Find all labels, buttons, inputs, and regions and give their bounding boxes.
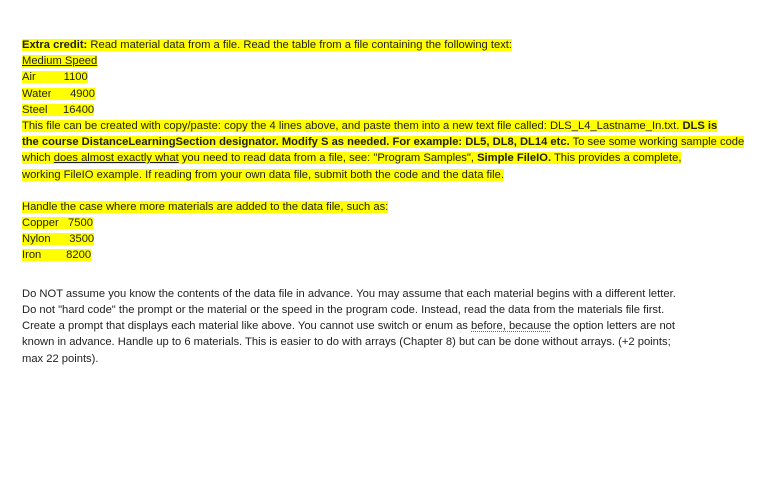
para1-text: which [22,152,54,165]
material-name: Air [22,71,36,84]
material-speed: 3500 [69,233,95,246]
para1-text: This file can be created with copy/paste: copy the 4 lines above, and paste them into a new text file called: DLS_L4_Lastname_In.txt. [22,119,683,132]
para1-line [22,134,750,150]
material-name: Water [22,87,52,100]
para2-text: the option letters are not [551,320,676,333]
para1-text: working FileIO example. If reading from your own data file, submit both the code and the data file. [22,168,504,181]
material-speed: 16400 [63,103,95,116]
material-name: Nylon [22,233,51,246]
material-speed: 8200 [66,249,92,262]
para1-bold: DLS is [682,119,718,132]
table1-row [22,69,750,85]
para1-line [22,167,750,183]
para1-text: To see some working sample code [569,136,745,149]
para1-bold: Simple FileIO. [477,152,552,165]
table2-row [22,247,750,263]
para2-line [22,318,750,334]
extra-credit-label: Extra credit: [22,39,88,51]
table1-header [22,53,750,69]
handle-case-line [22,199,750,215]
para2-line [22,286,750,302]
para2-text: Do NOT assume you know the contents of the data file in advance. You may assume that each material begins with a different letter. [22,287,676,300]
material-name: Iron [22,249,42,262]
para2-line [22,302,750,318]
para1-underlined: does almost exactly what [53,152,179,165]
para2-text: known in advance. Handle up to 6 materials. This is easier to do with arrays (Chapter 8) but can be done without arrays. (+2 points; [22,336,671,349]
material-name: Copper [22,217,59,230]
table2-row [22,231,750,247]
table1-row [22,86,750,102]
document-body [22,37,750,367]
grammar-flag-text: before, because [471,320,552,333]
para1-line [22,150,750,166]
para2-text: Do not "hard code" the prompt or the material or the speed in the program code. Instead, read the data from the materials file first. [22,304,665,316]
material-speed: 4900 [70,87,95,100]
para2-text: Create a prompt that displays each material like above. You cannot use switch or enum as [22,320,471,333]
extra-credit-line [22,37,750,53]
para2-line [22,334,750,350]
handle-case-text: Handle the case where more materials are added to the data file, such as: [22,200,389,213]
material-name: Steel [22,103,48,116]
header-medium: Medium [22,55,62,68]
para2-text: max 22 points). [22,352,99,365]
table2-row [22,215,750,231]
para2-line [22,351,750,367]
para1-text: you need to read data from a file, see: "Program Samples", [178,152,478,165]
header-speed: Speed [64,55,98,68]
material-speed: 7500 [68,217,93,230]
extra-credit-intro: Read material data from a file. Read the table from a file containing the following text: [87,39,513,51]
table1-row [22,102,750,118]
para1-text: This provides a complete, [551,152,682,165]
para1-line [22,118,750,134]
para1-bold: the course DistanceLearningSection designator. Modify S as needed. For example: DL5, DL8, DL14 etc. [22,136,570,149]
material-speed: 1100 [63,71,88,84]
